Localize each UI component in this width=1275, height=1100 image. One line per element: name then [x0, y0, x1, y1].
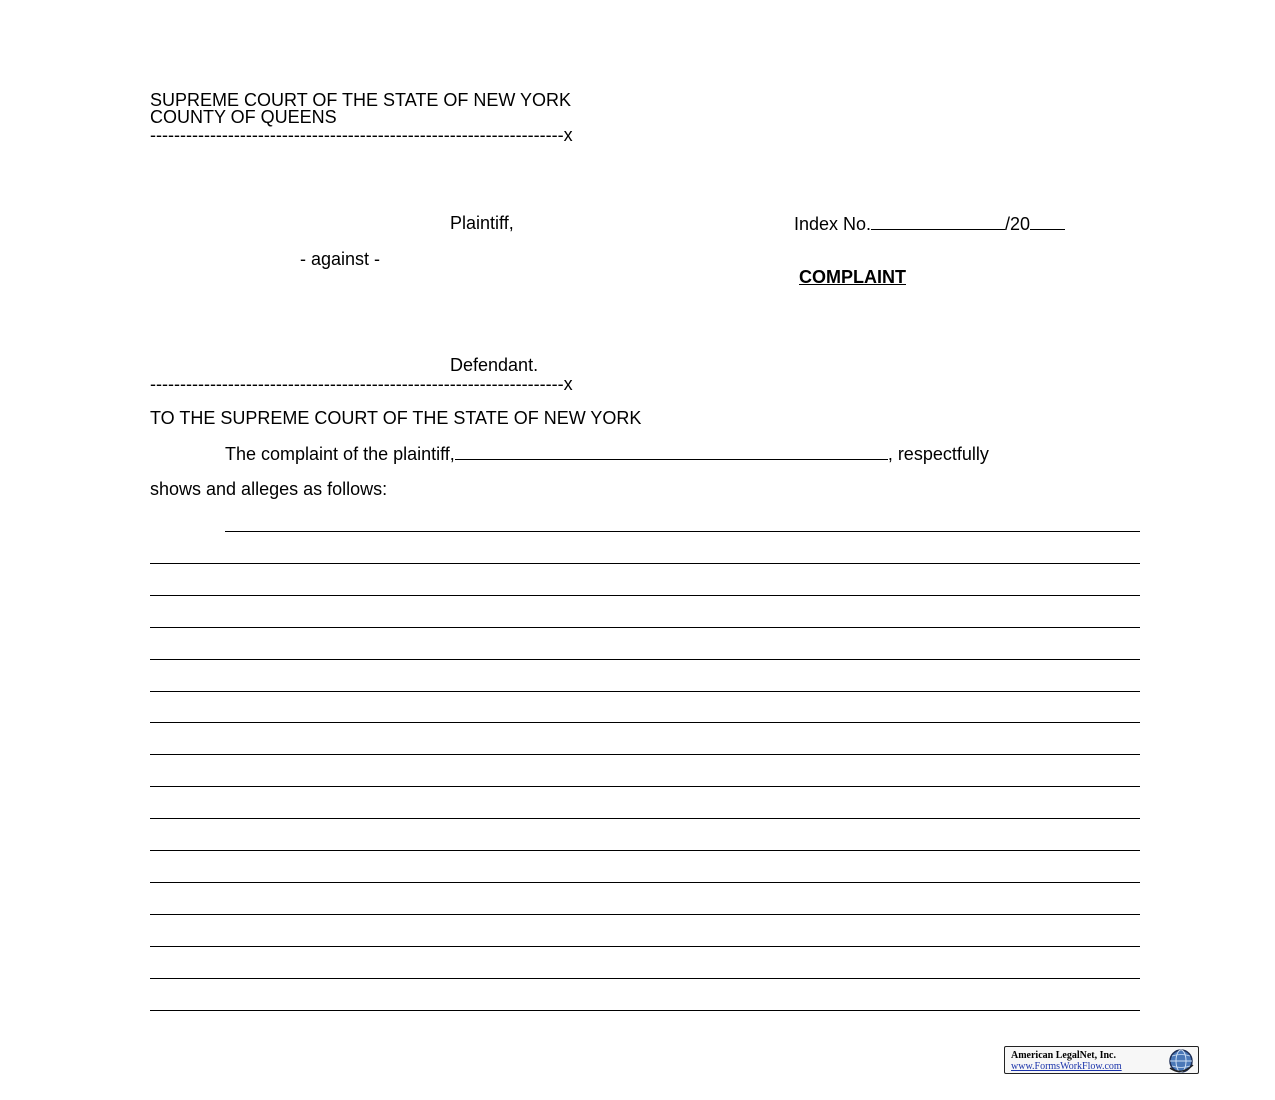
blank-writing-line[interactable] — [150, 595, 1140, 596]
intro-prefix: The complaint of the plaintiff, — [225, 444, 455, 464]
blank-writing-line[interactable] — [225, 531, 1140, 532]
index-number-field[interactable] — [794, 213, 1065, 234]
blank-writing-line[interactable] — [150, 691, 1140, 692]
blank-writing-line[interactable] — [150, 818, 1140, 819]
address-line: TO THE SUPREME COURT OF THE STATE OF NEW YORK — [150, 408, 642, 428]
blank-writing-line[interactable] — [150, 978, 1140, 979]
plaintiff-label: Plaintiff, — [450, 213, 514, 233]
blank-writing-line[interactable] — [150, 882, 1140, 883]
blank-writing-line[interactable] — [150, 1010, 1140, 1011]
blank-writing-line[interactable] — [150, 563, 1140, 564]
logo-company-name: American LegalNet, Inc. — [1011, 1050, 1116, 1061]
defendant-label: Defendant. — [450, 355, 539, 375]
globe-icon — [1168, 1048, 1194, 1074]
index-year-prefix: /20 — [1005, 214, 1031, 234]
court-name: SUPREME COURT OF THE STATE OF NEW YORK — [150, 90, 572, 110]
blank-writing-line[interactable] — [150, 722, 1140, 723]
index-number-label: Index No. — [794, 214, 872, 234]
intro-paragraph — [225, 443, 989, 464]
blank-writing-line[interactable] — [150, 850, 1140, 851]
intro-suffix: , respectfully — [887, 444, 989, 464]
blank-writing-line[interactable] — [150, 627, 1140, 628]
blank-writing-line[interactable] — [150, 659, 1140, 660]
intro-continuation: shows and alleges as follows: — [150, 479, 388, 499]
blank-writing-line[interactable] — [150, 754, 1140, 755]
logo-url[interactable]: www.FormsWorkFlow.com — [1011, 1061, 1122, 1072]
document-title: COMPLAINT — [799, 267, 906, 287]
county-name: COUNTY OF QUEENS — [150, 107, 337, 127]
blank-writing-line[interactable] — [150, 914, 1140, 915]
index-number-blank[interactable] — [871, 213, 1005, 230]
blank-writing-line[interactable] — [150, 946, 1140, 947]
footer-logo — [1004, 1046, 1199, 1074]
caption-divider-top: ---------------------------------------------------------------------x — [150, 125, 573, 145]
blank-writing-line[interactable] — [150, 786, 1140, 787]
plaintiff-name-blank[interactable] — [455, 443, 888, 460]
caption-divider-bottom: ---------------------------------------------------------------------x — [150, 374, 573, 394]
against-label: - against - — [300, 249, 381, 269]
index-year-blank[interactable] — [1030, 213, 1065, 230]
